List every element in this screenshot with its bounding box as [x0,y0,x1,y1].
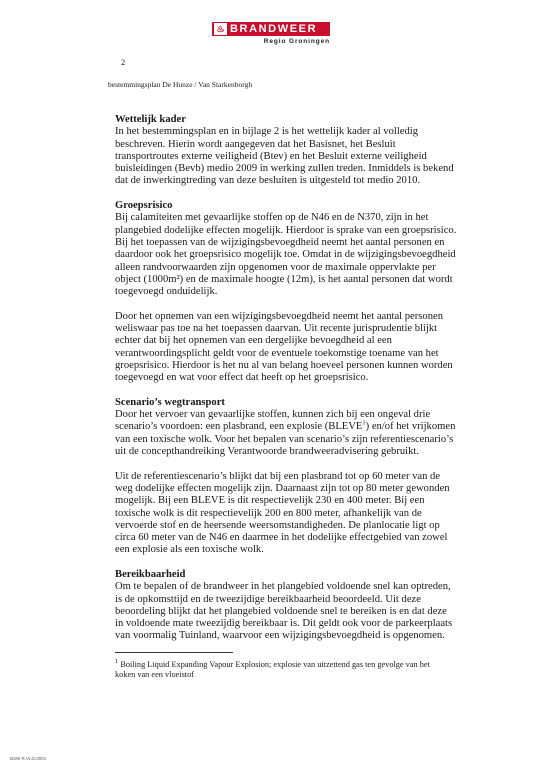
paragraph-line: beoordeling blijkt dat het plangebied voldoende snel te bereiken is en dat deze [115,605,447,617]
paragraph-line: mogelijk. Bij een BLEVE is dit respectievelijk 230 en 400 meter. Bij een [115,495,425,507]
paragraph-line: transportroutes externe veiligheid (Btev) en het Besluit externe veiligheid [115,150,427,162]
paragraph-line: Door het opnemen van een wijzigingsbevoegdheid neemt het aantal personen [115,310,444,322]
paragraph-line: buisleidingen (Bevb) medio 2009 in werking zullen treden. Inmiddels is bekend [115,163,454,175]
paragraph-line: scenario’s voordoen: een plasbrand, een explosie (BLEVE$^1$) en/of het vrijkomen [115,419,456,433]
paragraph-line: toegevoegd onduidelijk. [115,286,218,298]
paragraph-spacer [115,298,490,310]
paragraph-line: een explosie als een toxische wolk. [115,544,264,556]
paragraph-line: Bij het toepassen van de wijzigingsbevoegdheid neemt het aantal personen en [115,236,445,248]
footer-code: BSW R.VLG.0001 [10,756,47,761]
paragraph-line: Bij calamiteiten met gevaarlijke stoffen op de N46 en de N370, zijn in het [115,212,429,224]
paragraph-line: plangebied dodelijke effecten mogelijk. Hierdoor is sprake van een groepsrisico. [115,224,457,236]
paragraph-line: object (1000m²) en de maximale hoogte (12m), is het aantal personen dat wordt [115,273,453,285]
paragraph-line: groepsrisico. Hierdoor is het nu al van belang hoeveel personen kunnen worden [115,359,453,371]
paragraph-line: van een toxische wolk. Voor het bepalen van scenario’s zijn referentiescenario’s [115,433,454,445]
paragraph-line: uit de concepthandreiking Verantwoorde brandweeradvisering gebruikt. [115,446,419,458]
paragraph-spacer [115,385,490,397]
document-reference: bestemmingsplan De Hunze / Van Starkenborgh [108,80,253,89]
paragraph-line: In het bestemmingsplan en in bijlage 2 is het wettelijk kader al volledig [115,126,419,138]
logo-word: BRANDWEER [230,23,318,35]
paragraph-line: van voormalig Tuinland, waarvoor een wijzigingsbevoegdheid is opgenomen. [115,630,445,642]
page-number: 2 [121,57,126,67]
footnote-marker: 1 [115,658,119,666]
paragraph-line: Uit de referentiescenario’s blijkt dat bij een plasbrand tot op 60 meter van de [115,470,441,482]
paragraph-line: is de opkomsttijd en de tweezijdige bereikbaarheid beoordeeld. Uit deze [115,593,421,605]
document-body [115,114,490,643]
paragraph-line: dat de inwerkingtreding van deze besluiten is uitgesteld tot medio 2010. [115,175,421,187]
section-title: Groepsrisico [115,200,173,212]
footnote-divider [115,652,233,653]
footnote-line: $^1$ Boiling Liquid Expanding Vapour Explosion; explosie van uitzettend gas ten gevolge van het [115,658,430,669]
brandweer-logo [212,22,330,45]
paragraph-line: vervoerde stof en de heersende weersomstandigheden. De planlocatie ligt op [115,519,440,531]
paragraph-line: verantwoordingsplicht geldt voor de eventuele toekomstige toename van het [115,347,439,359]
paragraph-spacer [115,458,490,470]
paragraph-line: circa 60 meter van de N46 en daarmee in het dodelijke effectgebied van zowel [115,532,448,544]
paragraph-line: alleen randvoorwaarden zijn opgenomen voor de maximale oppervlakte per [115,261,436,273]
paragraph-line: beschreven. Hierin wordt aangegeven dat het Basisnet, het Besluit [115,138,396,150]
paragraph-line: Door het vervoer van gevaarlijke stoffen, kunnen zich bij een ongeval drie [115,409,431,421]
paragraph-line: echter dat bij het opnemen van een dergelijke bevoegdheid al een [115,335,392,347]
footnote-line: koken van een vloeistof [115,670,195,680]
section-title: Scenario’s wegtransport [115,396,225,408]
paragraph-line: toegevoegd en wat voor effect dat heeft op het groepsrisico. [115,372,369,384]
paragraph-line: toxische wolk is dit respectievelijk 200 en 800 meter, afhankelijk van de [115,507,422,519]
paragraph-line: Om te bepalen of de brandweer in het plangebied voldoende snel kan optreden, [115,581,451,593]
fire-emblem-icon: ♨ [214,23,227,35]
section-title: Bereikbaarheid [115,568,186,580]
logo-subtitle: Regio Groningen [263,38,330,45]
paragraph-line: daardoor ook het groepsrisico mogelijk toe. Omdat in de wijzigingsbevoegdheid [115,249,456,261]
footnote [115,660,493,680]
paragraph-spacer [115,557,490,569]
logo-box [212,22,330,36]
paragraph-line: weg dodelijke effecten mogelijk zijn. Daarnaast zijn tot op 80 meter gewonden [115,482,450,494]
paragraph-spacer [115,188,490,200]
section-title: Wettelijk kader [115,114,186,125]
paragraph-line: weliswaar pas toe na het toepassen daarvan. Uit recente jurisprudentie blijkt [115,323,438,335]
paragraph-line: in voldoende mate tweezijdig bereikbaar is. Dit geldt ook voor de parkeerplaats [115,618,453,630]
